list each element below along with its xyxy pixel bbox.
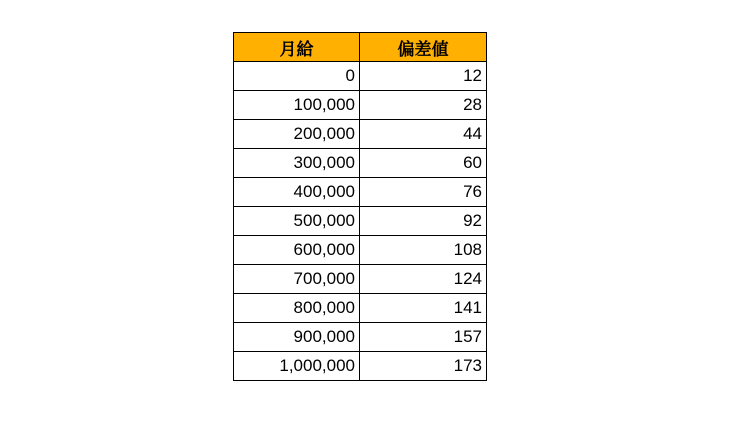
cell-monthly-salary: 800,000 xyxy=(234,294,360,323)
table-row xyxy=(234,236,487,265)
cell-monthly-salary: 400,000 xyxy=(234,178,360,207)
cell-deviation-value: 76 xyxy=(360,178,487,207)
header-row xyxy=(234,33,487,62)
table-row xyxy=(234,91,487,120)
cell-deviation-value: 28 xyxy=(360,91,487,120)
table-row xyxy=(234,207,487,236)
cell-monthly-salary: 1,000,000 xyxy=(234,352,360,381)
cell-deviation-value: 92 xyxy=(360,207,487,236)
cell-monthly-salary: 0 xyxy=(234,62,360,91)
table-row xyxy=(234,294,487,323)
table-row xyxy=(234,265,487,294)
cell-deviation-value: 141 xyxy=(360,294,487,323)
table-row xyxy=(234,352,487,381)
cell-monthly-salary: 500,000 xyxy=(234,207,360,236)
cell-deviation-value: 108 xyxy=(360,236,487,265)
cell-deviation-value: 44 xyxy=(360,120,487,149)
cell-deviation-value: 157 xyxy=(360,323,487,352)
table-row xyxy=(234,149,487,178)
salary-table-container xyxy=(233,32,487,381)
salary-deviation-table xyxy=(233,32,487,381)
cell-monthly-salary: 100,000 xyxy=(234,91,360,120)
cell-monthly-salary: 700,000 xyxy=(234,265,360,294)
cell-monthly-salary: 200,000 xyxy=(234,120,360,149)
table-body xyxy=(234,62,487,381)
header-deviation-value: 偏差値 xyxy=(360,33,487,62)
cell-deviation-value: 12 xyxy=(360,62,487,91)
cell-monthly-salary: 600,000 xyxy=(234,236,360,265)
table-row xyxy=(234,120,487,149)
table-row xyxy=(234,323,487,352)
cell-monthly-salary: 900,000 xyxy=(234,323,360,352)
header-monthly-salary: 月給 xyxy=(234,33,360,62)
cell-deviation-value: 60 xyxy=(360,149,487,178)
cell-monthly-salary: 300,000 xyxy=(234,149,360,178)
cell-deviation-value: 124 xyxy=(360,265,487,294)
table-row xyxy=(234,178,487,207)
cell-deviation-value: 173 xyxy=(360,352,487,381)
table-row xyxy=(234,62,487,91)
